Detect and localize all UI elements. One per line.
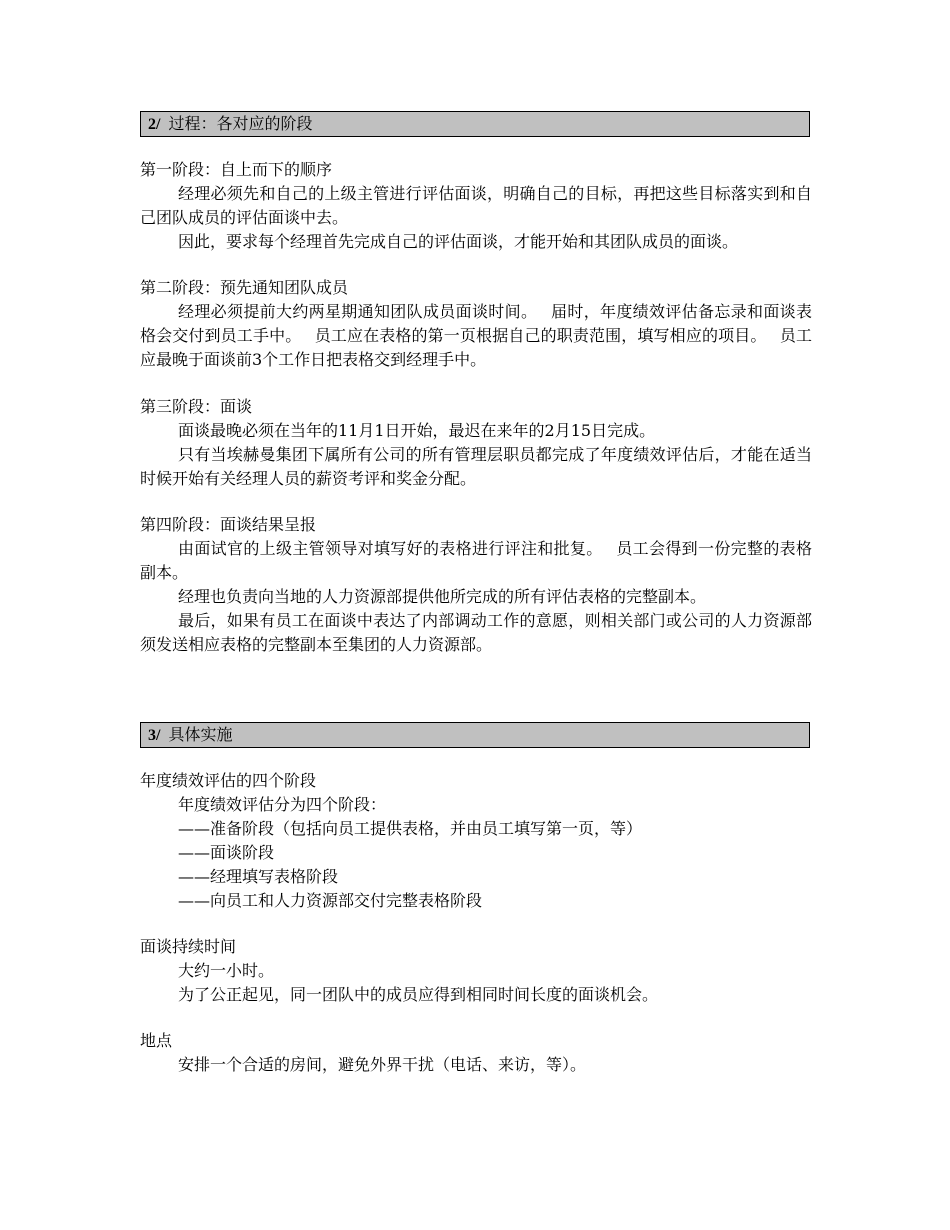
stage-3-heading: 第三阶段：面谈: [140, 397, 253, 416]
stage-2-paragraph: 经理必须提前大约两星期通知团队成员面谈时间。 届时，年度绩效评估备忘录和面谈表格会交付到员工手中。 员工应在表格的第一页根据自己的职责范围，填写相应的项目。 员工应最晚于面谈前3个工作日把表格交到经理手中。: [140, 302, 812, 369]
location-line: 安排一个合适的房间，避免外界干扰（电话、来访，等）。: [178, 1055, 587, 1074]
stage-1-paragraph: 经理必须先和自己的上级主管进行评估面谈，明确自己的目标，再把这些目标落实到和自己团队成员的评估面谈中去。: [140, 184, 812, 227]
stage-1-heading: 第一阶段：自上而下的顺序: [140, 160, 333, 179]
stage-4-paragraph: 经理也负责向当地的人力资源部提供他所完成的所有评估表格的完整副本。: [178, 587, 707, 606]
phase-item: ——准备阶段（包括向员工提供表格，并由员工填写第一页，等）: [178, 819, 643, 838]
section-3-header: [140, 722, 810, 748]
stage-3-paragraph: 面谈最晚必须在当年的11月1日开始，最迟在来年的2月15日完成。: [178, 421, 656, 440]
section-3-title: 具体实施: [168, 725, 233, 744]
phases-block: [140, 769, 812, 913]
stage-1-block: [140, 158, 812, 254]
duration-line: 大约一小时。: [178, 961, 275, 980]
duration-block: [140, 935, 812, 1007]
location-block: [140, 1029, 812, 1077]
section-2-number: 2/: [148, 116, 161, 133]
duration-heading: 面谈持续时间: [140, 937, 237, 956]
duration-line: 为了公正起见，同一团队中的成员应得到相同时间长度的面谈机会。: [178, 985, 659, 1004]
phase-item: ——经理填写表格阶段: [178, 867, 339, 886]
stage-4-block: [140, 513, 812, 657]
stage-2-heading: 第二阶段：预先通知团队成员: [140, 278, 349, 297]
phases-heading: 年度绩效评估的四个阶段: [140, 771, 317, 790]
section-3-number: 3/: [148, 727, 161, 744]
stage-3-block: [140, 395, 812, 491]
section-2-title: 过程：各对应的阶段: [168, 114, 313, 133]
phase-item: ——向员工和人力资源部交付完整表格阶段: [178, 891, 483, 910]
section-2-header: [140, 111, 810, 137]
stage-3-paragraph: 只有当埃赫曼集团下属所有公司的所有管理层职员都完成了年度绩效评估后，才能在适当时候开始有关经理人员的薪资考评和奖金分配。: [140, 445, 812, 488]
phase-item: ——面谈阶段: [178, 843, 275, 862]
stage-4-paragraph: 由面试官的上级主管领导对填写好的表格进行评注和批复。 员工会得到一份完整的表格副本。: [140, 539, 812, 582]
stage-1-paragraph: 因此，要求每个经理首先完成自己的评估面谈，才能开始和其团队成员的面谈。: [178, 232, 739, 251]
stage-4-paragraph: 最后，如果有员工在面谈中表达了内部调动工作的意愿，则相关部门或公司的人力资源部须发送相应表格的完整副本至集团的人力资源部。: [140, 611, 812, 654]
stage-2-block: [140, 276, 812, 372]
stage-4-heading: 第四阶段：面谈结果呈报: [140, 515, 317, 534]
location-heading: 地点: [140, 1031, 173, 1050]
phases-intro: 年度绩效评估分为四个阶段：: [178, 795, 387, 814]
